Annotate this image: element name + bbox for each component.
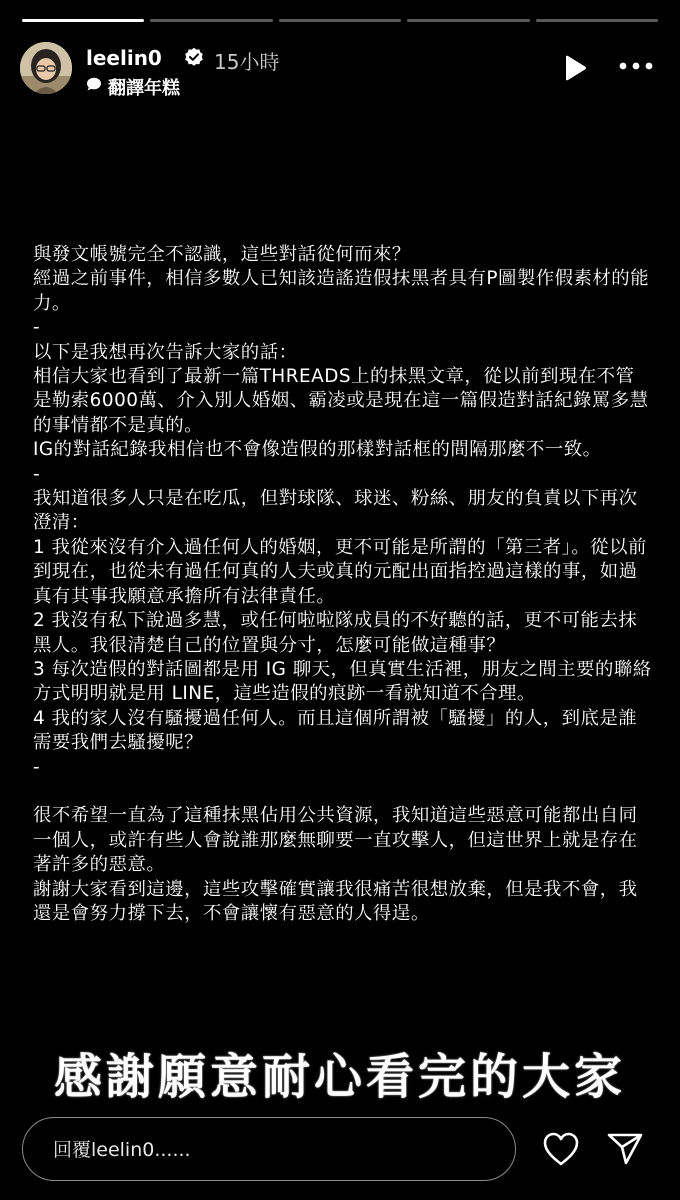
text-paragraph: 4 我的家人沒有騷擾過任何人。而且這個所謂被「騷擾」的人，到底是誰需要我們去騷擾呢？	[33, 707, 638, 754]
text-paragraph: 與發文帳號完全不認識，這些對話從何而來？	[33, 244, 411, 265]
username[interactable]: leelin0	[86, 46, 162, 70]
text-paragraph: 以下是我想再次告訴大家的話：	[33, 341, 298, 363]
post-time: 15小時	[214, 50, 280, 74]
text-paragraph: 1 我從來沒有介入過任何人的婚姻，更不可能是所謂的「第三者」。從以前到現在，也從未有過任何真的人夫或真的元配出面指控過這樣的事，如過真有其事我願意承擔所有法律責任。	[33, 536, 647, 607]
text-paragraph: 謝謝大家看到這邊，這些攻擊確實讓我很痛苦很想放棄，但是我不會，我還是會努力撐下去，不會讓懷有惡意的人得逞。	[33, 878, 638, 924]
speech-bubble-icon	[86, 77, 102, 91]
reply-box[interactable]	[22, 1117, 516, 1181]
reply-input[interactable]	[53, 1135, 483, 1165]
avatar[interactable]	[20, 42, 72, 94]
text-paragraph	[33, 780, 653, 804]
text-paragraph: 2 我沒有私下說過多慧，或任何啦啦隊成員的不好聽的話，更不可能去抹黑人。我很清楚自己的位置與分寸，怎麼可能做這種事？	[33, 610, 638, 656]
play-icon[interactable]	[562, 54, 588, 82]
progress-segment	[279, 19, 401, 22]
text-paragraph: 經過之前事件，相信多數人已知該造謠造假抹黑者具有P圖製作假素材的能力。	[33, 268, 650, 314]
story-progress-bar	[22, 19, 658, 22]
more-icon[interactable]	[618, 60, 654, 72]
verified-badge-icon	[184, 47, 204, 67]
text-paragraph: -	[33, 756, 41, 778]
progress-segment	[407, 19, 529, 22]
translation-label: 翻譯年糕	[108, 78, 180, 99]
story-text	[33, 243, 653, 926]
progress-segment	[22, 19, 144, 22]
text-paragraph: IG的對話紀錄我相信也不會像造假的那樣對話框的間隔那麼不一致。	[33, 439, 602, 461]
text-paragraph: 相信大家也看到了最新一篇THREADS上的抹黑文章，從以前到現在不管是勒索6000萬、介入別人婚姻、霸凌或是現在這一篇假造對話紀錄罵多慧的事情都不是真的。	[33, 366, 649, 436]
text-paragraph: 3 每次造假的對話圖都是用 IG 聊天，但真實生活裡，朋友之間主要的聯絡方式明明就是用 LINE，這些造假的痕跡一看就知道不合理。	[33, 658, 652, 705]
text-paragraph: 很不希望一直為了這種抹黑佔用公共資源，我知道這些惡意可能都出自同一個人，或許有些人會說誰那麼無聊要一直攻擊人，但這世界上就是存在著許多的惡意。	[33, 805, 638, 876]
send-icon[interactable]	[606, 1132, 644, 1166]
progress-segment	[536, 19, 658, 22]
text-paragraph: 我知道很多人只是在吃瓜，但對球隊、球迷、粉絲、朋友的負責以下再次澄清：	[33, 488, 638, 534]
text-paragraph: -	[33, 317, 41, 339]
story-caption: 感謝願意耐心看完的大家	[53, 1049, 626, 1105]
text-paragraph: -	[33, 463, 41, 485]
heart-icon[interactable]	[542, 1131, 580, 1167]
story-header	[20, 42, 660, 98]
progress-segment	[150, 19, 272, 22]
